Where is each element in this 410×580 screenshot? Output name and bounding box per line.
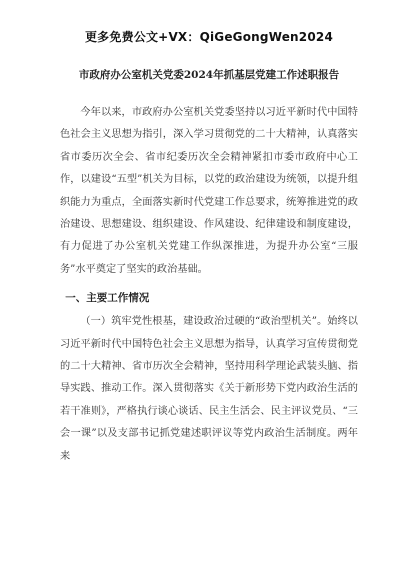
promo-header: 更多免费公文+VX：QiGeGongWen2024 bbox=[84, 30, 333, 44]
intro-paragraph: 今年以来，市政府办公室机关党委坚持以习近平新时代中国特色社会主义思想为指引，深入学习贯彻党的二十大精神，认真落实省市委历次全会、省市纪委历次全会精神紧扣市委市政府中心工作，以建设“五型”机关为目标，以党的政治建设为统领，以提升组织能力为重点，全面落实新时代党建工作总要求，统筹推进党的政治建设、思想建设、组织建设、作风建设、纪律建设和制度建设，有力促进了办公室机关党建工作纵深推进，为提升办公室“三服务”水平奠定了坚实的政治基础。 bbox=[60, 107, 358, 275]
document-body bbox=[60, 102, 358, 468]
section-heading: 一、主要工作情况 bbox=[65, 292, 150, 305]
document-title: 市政府办公室机关党委2024年抓基层党建工作述职报告 bbox=[78, 69, 340, 81]
section-paragraph: （一）筑牢党性根基，建设政治过硬的“政治型机关”。始终以习近平新时代中国特色社会主义思想为指导，认真学习宣传贯彻党的二十大精神、省市历次全会精神，坚持用科学理论武装头脑、指导实践、推动工作。深入贯彻落实《关于新形势下党内政治生活的若干准则》，严格执行谈心谈话、民主生活会、民主评议党员、“三会一课”以及支部书记抓党建述职评议等党内政治生活制度。两年来 bbox=[60, 316, 358, 462]
